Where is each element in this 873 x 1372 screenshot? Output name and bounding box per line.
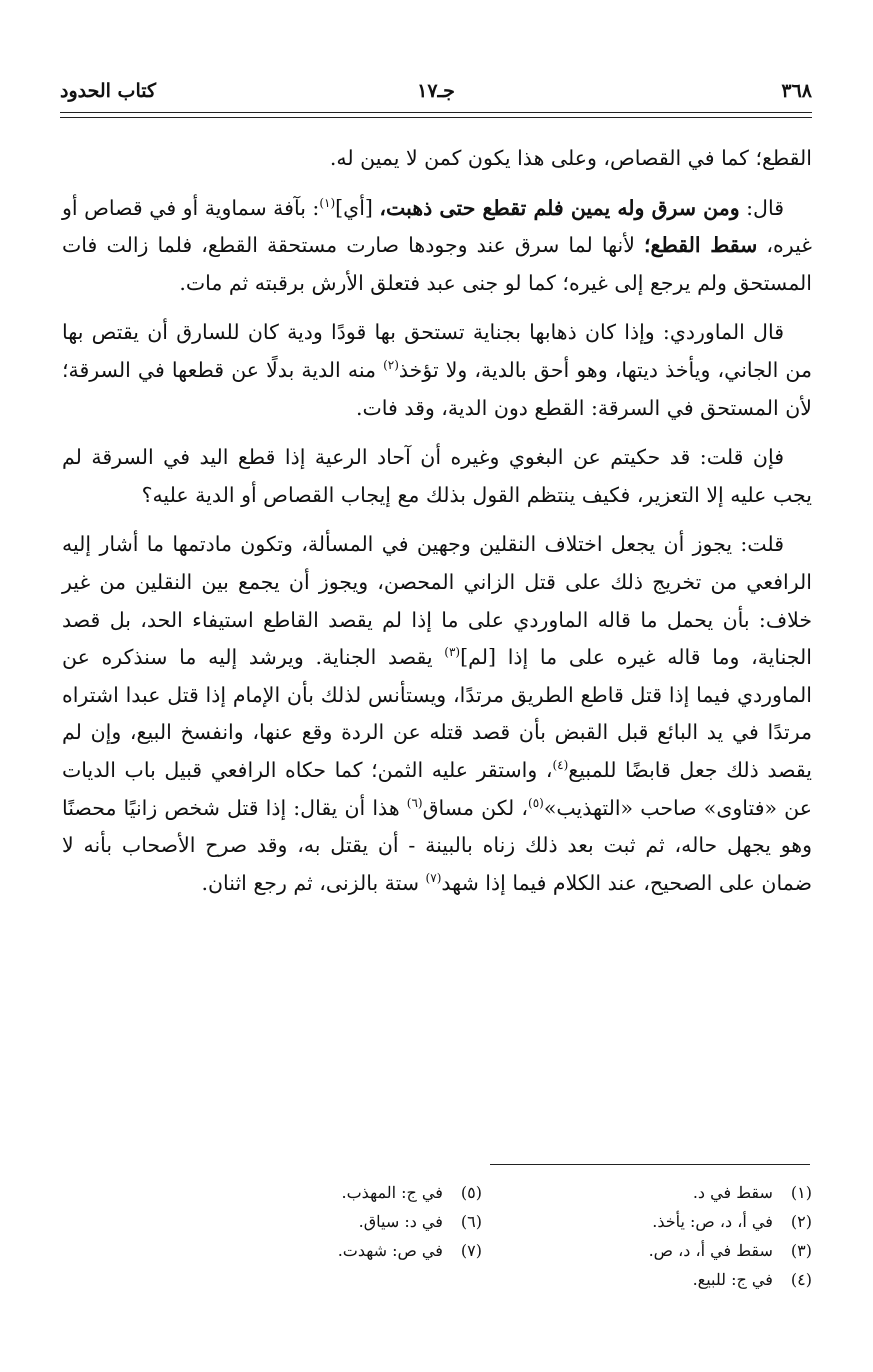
footnotes-column-left bbox=[202, 1178, 482, 1265]
footnote-number: (٢) bbox=[790, 1212, 812, 1231]
text-run: ، لكن مساق bbox=[422, 795, 529, 820]
footnote-5 bbox=[202, 1178, 482, 1207]
text-run: [أي] bbox=[335, 195, 380, 220]
footnote-ref-4: (٤) bbox=[552, 758, 569, 773]
footnote-2 bbox=[532, 1207, 812, 1236]
footnote-ref-6: (٦) bbox=[406, 795, 423, 810]
matn-text: سقط القطع؛ bbox=[644, 233, 758, 258]
text-run: قال الماوردي: وإذا كان ذهابها بجناية تستحق بها قودًا ودية كان للسارق أن يقتص بها من الجاني، ويأخذ ديتها، وهو أحق بالدية، ولا تؤخذ bbox=[62, 320, 812, 382]
footnote-text: سقط في أ، د، ص. bbox=[648, 1241, 773, 1260]
paragraph-1: القطع؛ كما في القصاص، وعلى هذا يكون كمن لا يمين له. bbox=[329, 146, 812, 170]
text-run: لأنها لما سرق عند وجودها صارت مستحقة القطع، فلما زالت فات المستحق ولم يرجع إلى غيره؛ كما لو جنى عبد فتعلق الأرش برقبته ثم مات. bbox=[62, 233, 812, 295]
footnote-number: (٧) bbox=[460, 1241, 482, 1260]
book-title: كتاب الحدود bbox=[60, 80, 157, 102]
footnote-text: في أ، د، ص: يأخذ. bbox=[652, 1212, 773, 1231]
header-rule-thick bbox=[60, 112, 812, 113]
footnote-number: (٦) bbox=[460, 1212, 482, 1231]
footnote-ref-1: (١) bbox=[319, 195, 336, 210]
text-run: يقصد الجناية. ويرشد إليه ما سنذكره عن الماوردي فيما إذا قتل قاطع الطريق مرتدًا، ويستأنس لذلك بأن الإمام إذا قتل عبدا اشتراه مرتدًا في يد البائع قبل القبض بأن قصد قتله عن الردة وقع عنها، وانفسخ البيع، وإن لم يقصد ذلك جعل قابضًا للمبيع bbox=[62, 645, 812, 782]
main-text bbox=[62, 140, 812, 914]
header-rule-thin bbox=[60, 117, 812, 118]
footnote-number: (١) bbox=[790, 1183, 812, 1202]
footnote-text: سقط في د. bbox=[692, 1183, 773, 1202]
footnote-text: في ص: شهدت. bbox=[337, 1241, 443, 1260]
footnote-3 bbox=[532, 1236, 812, 1265]
footnote-number: (٤) bbox=[790, 1270, 812, 1289]
footnote-ref-3: (٣) bbox=[444, 645, 461, 660]
paragraph-2 bbox=[62, 190, 812, 303]
text-run: قلت: يجوز أن يجعل اختلاف النقلين وجهين في المسألة، وتكون مادتمها ما أشار إليه الرافعي من تخريج ذلك على قتل الزاني المحصن، ويجوز أن يجمع بين النقلين من غير خلاف: بأن يحمل ما قاله الماوردي على ما إذا لم يقصد القاطع استيفاء الحد، بل قصد الجناية، وما قاله غيره على ما إذا [لم] bbox=[62, 532, 812, 670]
text-run: : بآفة سماوية أو في قصاص أو غيره، bbox=[62, 195, 813, 258]
text-run: هذا أن يقال: إذا قتل شخص زانيًا محصنًا وهو يجهل حاله، ثم ثبت بعد ذلك زناه بالبينة - أن يقتل به، وقد صرح الأصحاب بأنه لا ضمان على الصحيح، عند الكلام فيما إذا شهد bbox=[62, 795, 812, 895]
text-run: قال: bbox=[739, 195, 784, 220]
footnote-ref-7: (٧) bbox=[425, 870, 442, 885]
footnotes-column-right bbox=[532, 1178, 812, 1294]
footnote-ref-2: (٢) bbox=[383, 358, 399, 373]
page-number: ٣٦٨ bbox=[781, 80, 812, 102]
paragraph-5 bbox=[62, 526, 812, 902]
footnote-4 bbox=[532, 1265, 812, 1294]
text-run: منه الدية بدلًا عن قطعها في السرقة؛ لأن المستحق في السرقة: القطع دون الدية، وقد فات. bbox=[62, 357, 812, 420]
footnote-7 bbox=[202, 1236, 482, 1265]
text-run: ، واستقر عليه الثمن؛ كما حكاه الرافعي قبيل باب الديات عن «فتاوى» صاحب «التهذيب» bbox=[62, 757, 812, 820]
footnote-ref-5: (٥) bbox=[528, 795, 544, 810]
footnote-text: في ج: المهذب. bbox=[341, 1183, 443, 1202]
paragraph-4: فإن قلت: قد حكيتم عن البغوي وغيره أن آحاد الرعية إذا قطع اليد في السرقة لم يجب عليه إلا التعزير، فكيف ينتظم القول بذلك مع إيجاب القصاص أو الدية عليه؟ bbox=[62, 445, 812, 507]
footnote-number: (٥) bbox=[460, 1183, 482, 1202]
footnote-text: في ج: للبيع. bbox=[692, 1270, 773, 1289]
footnote-separator bbox=[490, 1164, 810, 1165]
text-run: ستة بالزنى، ثم رجع اثنان. bbox=[201, 870, 426, 895]
footnote-number: (٣) bbox=[790, 1241, 812, 1260]
running-header bbox=[60, 68, 812, 108]
footnote-text: في د: سياق. bbox=[358, 1212, 443, 1231]
footnote-6 bbox=[202, 1207, 482, 1236]
matn-text: ومن سرق وله يمين فلم تقطع حتى ذهبت، bbox=[379, 195, 740, 220]
volume-number: جـ١٧ bbox=[417, 80, 455, 102]
footnote-1 bbox=[532, 1178, 812, 1207]
paragraph-3 bbox=[62, 314, 812, 427]
